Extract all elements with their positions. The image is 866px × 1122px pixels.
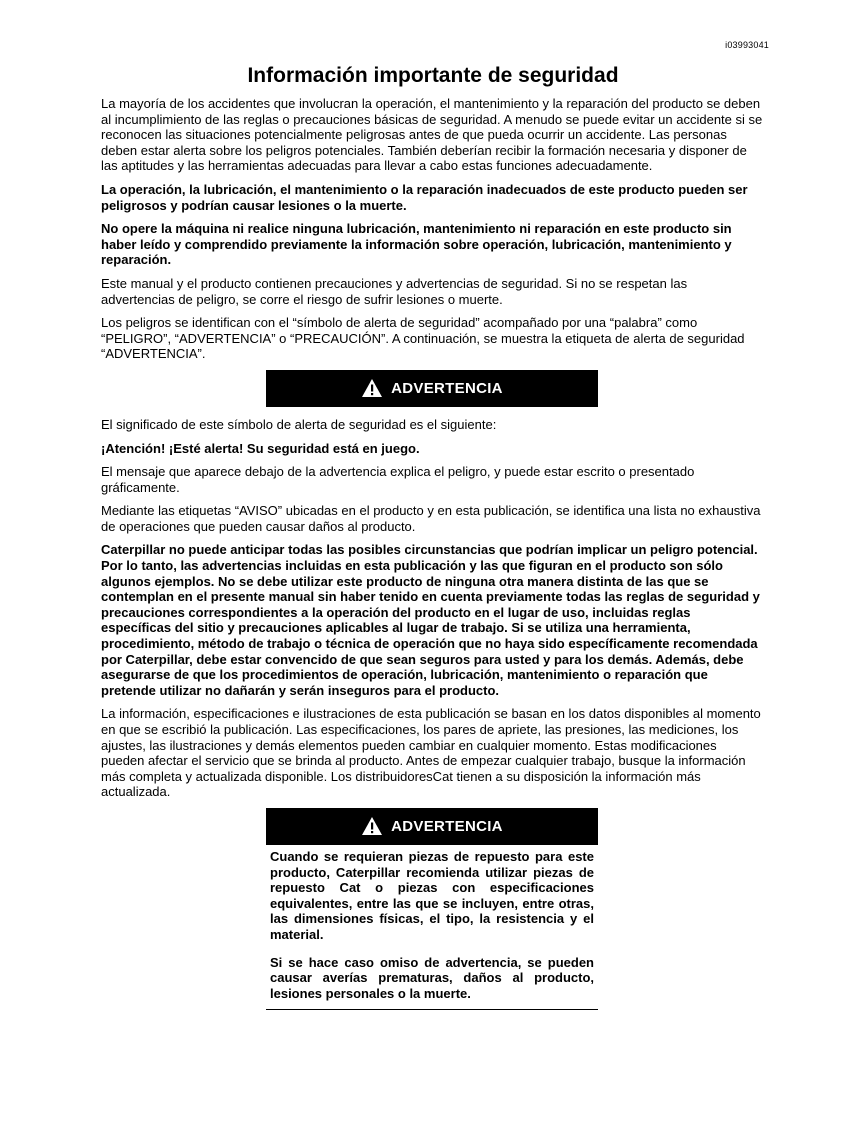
warning-triangle-icon [361, 378, 383, 398]
paragraph-hazard-identification: Los peligros se identifican con el “símbolo de alerta de seguridad” acompañado por una “palabra” como “PELIGRO”, “ADVERTENCIA” o “PRECAUCIÓN”. A continuación, se muestra la etiqueta de alerta de seguridad “ADVERTENCIA”. [101, 315, 745, 362]
paragraph-symbol-meaning: El significado de este símbolo de alerta de seguridad es el siguiente: [101, 416, 497, 432]
page-title: Información importante de seguridad [247, 64, 619, 87]
warning-box-label: ADVERTENCIA [391, 817, 503, 835]
paragraph-danger-statement: La operación, la lubricación, el mantenimiento o la reparación inadecuados de este producto pueden ser peligrosos y podrían causar lesiones o la muerte. [101, 181, 748, 213]
paragraph-message-explains: El mensaje que aparece debajo de la advertencia explica el peligro, y puede estar escrito o presentado gráficamente. [101, 464, 695, 495]
warning-box-banner [266, 808, 598, 845]
paragraph-notice-labels: Mediante las etiquetas “AVISO” ubicadas en el producto y en esta publicación, se identifica una lista no exhaustiva de operaciones que pueden causar daños al producto. [101, 503, 761, 534]
paragraph-information-updates: La información, especificaciones e ilustraciones de esta publicación se basan en los datos disponibles al momento en que se escribió la publicación. Las especificaciones, los pares de apriete, las presiones, las mediciones, los ajustes, las ilustraciones y demás elementos pueden cambiar en cualquier momento. Estas modificaciones pueden afectar el servicio que se brinda al producto. Antes de empezar cualquier trabajo, busque la información más completa y actualizada disponible. Los distribuidoresCat tienen a su disposición la información más actualizada. [101, 706, 761, 800]
paragraph-do-not-operate: No opere la máquina ni realice ninguna lubricación, mantenimiento ni reparación en este producto sin haber leído y comprendido previamente la información sobre operación, lubricación, mantenimiento y reparación. [101, 221, 732, 268]
replacement-parts-warning-box [266, 808, 598, 1010]
warning-box-text-replacement-parts: Cuando se requieran piezas de repuesto para este producto, Caterpillar recomienda utilizar piezas de repuesto Cat o piezas con especificaciones equivalentes, entre las que se incluyen, entre otras, las dimensiones físicas, el tipo, la resistencia y el material. [270, 848, 594, 942]
warning-triangle-icon [361, 816, 383, 836]
warning-label-text: ADVERTENCIA [391, 379, 503, 397]
document-id: i03993041 [725, 40, 769, 50]
document-body [101, 96, 763, 1010]
paragraph-manual-precautions: Este manual y el producto contienen precauciones y advertencias de seguridad. Si no se respetan las advertencias de peligro, se corre el riesgo de sufrir lesiones o muerte. [101, 275, 688, 307]
paragraph-attention: ¡Atención! ¡Esté alerta! Su seguridad está en juego. [101, 440, 420, 456]
paragraph-intro: La mayoría de los accidentes que involucran la operación, el mantenimiento y la reparación del producto se deben al incumplimiento de las reglas o precauciones básicas de seguridad. A menudo se puede evitar un accidente si se reconocen las situaciones potencialmente peligrosas antes de que pueda ocurrir un accidente. Las personas deben estar alerta sobre los peligros potenciales. También deberían recibir la formación necesaria y disponer de las aptitudes y las herramientas adecuadas para llevar a cabo estas funciones adecuadamente. [101, 96, 763, 174]
paragraph-caterpillar-disclaimer: Caterpillar no puede anticipar todas las posibles circunstancias que podrían implicar un peligro potencial. Por lo tanto, las advertencias incluidas en esta publicación y las que figuran en el producto son sólo algunos ejemplos. No se debe utilizar este producto de ninguna otra manera distinta de las que se contemplan en el presente manual sin haber tenido en cuenta previamente todas las reglas de seguridad y precauciones correspondientes a la operación del producto en el lugar de uso, incluidas reglas específicas del sitio y precauciones aplicables al lugar de trabajo. Si se utiliza una herramienta, procedimiento, método de trabajo o técnica de operación que no haya sido específicamente recomendada por Caterpillar, debe estar convencido de que sean seguros para usted y para los demás. Además, debe asegurarse de que los procedimientos de operación, lubricación, mantenimiento o reparación que pretende utilizar no dañarán y serán inseguros para el producto. [101, 542, 760, 698]
warning-box-text-consequences: Si se hace caso omiso de advertencia, se pueden causar averías prematuras, daños al producto, lesiones personales o la muerte. [270, 954, 594, 1001]
warning-label-banner [266, 370, 598, 407]
